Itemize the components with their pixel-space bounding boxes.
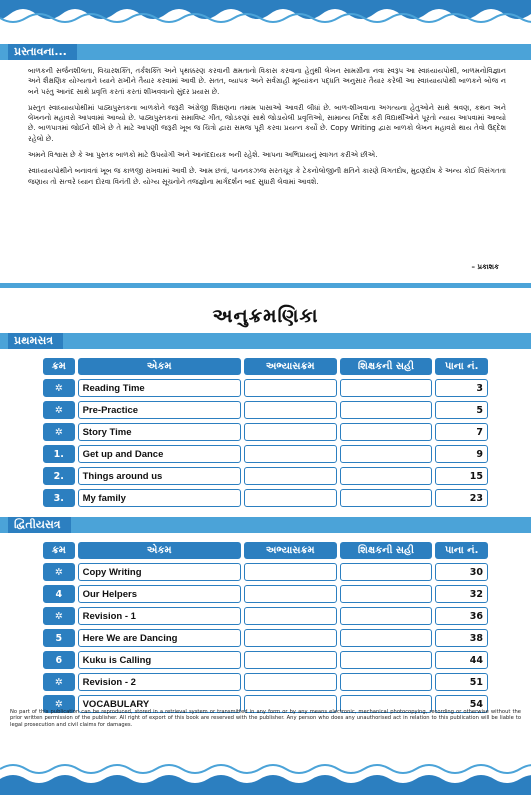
copyright-notice: No part of this publication can be reproduced, stored in a retrieval system or transmitted in any form or by any means electronic, mechanical photocopying, recording or otherwise without the prior written permission of the publisher. All right of export of this book are reserved with the publisher. Any person who does any unauthorised act in relation to this publication will be liable to legal prosecution and civil claims for damages. [10, 709, 521, 728]
row-unit: Story Time [78, 423, 241, 441]
row-unit: Pre-Practice [78, 401, 241, 419]
header-unit: એકમ [78, 358, 241, 375]
row-syllabus-cell [244, 673, 337, 691]
row-teacher-sign-cell [340, 629, 433, 647]
row-unit: VOCABULARY [78, 695, 241, 713]
table-row [43, 423, 488, 441]
table-header-row [43, 542, 488, 559]
row-page: 54 [435, 695, 488, 713]
table-row [43, 585, 488, 603]
table-row [43, 401, 488, 419]
row-page: 9 [435, 445, 488, 463]
row-page: 36 [435, 607, 488, 625]
header-page: પાના નં. [435, 542, 488, 559]
row-unit: Revision - 1 [78, 607, 241, 625]
row-unit: My family [78, 489, 241, 507]
row-page: 5 [435, 401, 488, 419]
row-teacher-sign-cell [340, 467, 433, 485]
row-number: 3. [43, 489, 75, 507]
table-row [43, 445, 488, 463]
row-number: ✲ [43, 379, 75, 397]
table-row [43, 607, 488, 625]
row-page: 51 [435, 673, 488, 691]
top-wave-decoration [0, 0, 531, 30]
row-syllabus-cell [244, 651, 337, 669]
table-row [43, 467, 488, 485]
row-teacher-sign-cell [340, 607, 433, 625]
term1-band [0, 333, 531, 349]
row-teacher-sign-cell [340, 445, 433, 463]
row-syllabus-cell [244, 467, 337, 485]
header-teacher-sign: શિક્ષકની સહી [340, 358, 433, 375]
row-number: ✲ [43, 673, 75, 691]
row-number: ✲ [43, 563, 75, 581]
row-syllabus-cell [244, 563, 337, 581]
intro-text [28, 66, 506, 193]
row-teacher-sign-cell [340, 489, 433, 507]
row-unit: Get up and Dance [78, 445, 241, 463]
publisher-signature: – પ્રકાશક [471, 263, 499, 271]
row-number: 5 [43, 629, 75, 647]
row-number: 1. [43, 445, 75, 463]
row-syllabus-cell [244, 401, 337, 419]
row-page: 23 [435, 489, 488, 507]
row-teacher-sign-cell [340, 379, 433, 397]
row-number: ✲ [43, 607, 75, 625]
header-unit: એકમ [78, 542, 241, 559]
intro-paragraph: સ્વાધ્યાયપોથીને બનાવતાં ખૂબ જ કાળજી રાખવામાં આવી છે. આમ છતાં, પાનનકઝજ સરતચૂક કે ટેકનોલોજીની ક્ષતિને કારણે વિગતદોષ, મુદ્રણદોષ કે અન્ય કોઈ વિસંગતતા જણાય તો સત્વરે ધ્યાન દોરવા વિનંતી છે. યોગ્ય સૂચનોને તજજ્ઞોના માર્ગદર્શન બાદ સુધારી લેવામાં આવશે. [28, 167, 506, 186]
row-page: 44 [435, 651, 488, 669]
intro-paragraph: પ્રસ્તુત સ્વાધ્યાયપોથીમાં પાઠ્યપુસ્તકના બાળકોને જરૂરી અંગ્રેજી શિક્ષણના તમામ પાસાઓ આવરી લીધાં છે. બાળ-શીખવાના અગત્યના હેતુઓને સાથે શ્રવણ, કથન અને લેખનનો મહાવરો આપવામાં આવ્યો છે. પાઠ્યપુસ્તકનાં સમાવિષ્ટ ગીત, જોડકણાં સાથે જોડાયેલી પ્રવૃત્તિઓ, સામાન્ય નિર્દેશ કરી વિદ્યાર્થીઓને પૂરતો ન્યાય આપવામાં આવ્યો છે. બાળપાત્રમાં જોઈને શીખે છે તે માટે આપણી જરૂરી ખૂબ જ ચિત્રો દ્વારા સમજ પૂરી કરવા પ્રયત્ન કર્યો છે. Copy Writing દ્વારા બાળકો લેખન મહાવરો થાય તેવો ઉદ્દેશ રહેલો છે. [28, 103, 506, 143]
row-syllabus-cell [244, 379, 337, 397]
intro-heading-band [0, 44, 531, 60]
intro-paragraph: અમને વિશ્વાસ છે કે આ પુસ્તક બાળકો માટે ઉપયોગી અને આનંદદાયક બની રહેશે. આપના અભિપ્રાયનું સ્વાગત કરીએ છીએ. [28, 151, 378, 160]
term2-label: દ્વિતીયસત્ર [8, 517, 71, 533]
header-page: પાના નં. [435, 358, 488, 375]
header-syllabus: અભ્યાસક્રમ [244, 358, 337, 375]
row-number: 2. [43, 467, 75, 485]
row-syllabus-cell [244, 607, 337, 625]
row-syllabus-cell [244, 423, 337, 441]
table-row [43, 629, 488, 647]
row-unit: Kuku is Calling [78, 651, 241, 669]
row-syllabus-cell [244, 585, 337, 603]
row-page: 30 [435, 563, 488, 581]
table-row [43, 651, 488, 669]
toc-title: અનુક્રમણિકા [212, 305, 319, 327]
row-syllabus-cell [244, 629, 337, 647]
row-unit: Copy Writing [78, 563, 241, 581]
header-num: ક્રમ [43, 542, 75, 559]
row-page: 3 [435, 379, 488, 397]
row-syllabus-cell [244, 445, 337, 463]
section-divider [0, 283, 531, 288]
row-number: 4 [43, 585, 75, 603]
intro-heading: પ્રસ્તાવના... [8, 44, 77, 60]
row-page: 7 [435, 423, 488, 441]
row-unit: Here We are Dancing [78, 629, 241, 647]
row-page: 15 [435, 467, 488, 485]
table-row [43, 489, 488, 507]
row-unit: Our Helpers [78, 585, 241, 603]
row-teacher-sign-cell [340, 563, 433, 581]
row-syllabus-cell [244, 489, 337, 507]
row-page: 38 [435, 629, 488, 647]
row-unit: Things around us [78, 467, 241, 485]
table-row [43, 673, 488, 691]
intro-paragraph: બાળકની સર્જનશીલતા, વિચારશક્તિ, તર્કશક્તિ અને પૃથક્કરણ કરવાની ક્ષમતાનો વિકાસ કરવાના હેતુથી લેખન સામગ્રીના નવા સ્વરૂપ આ સ્વાધ્યાયપોથી, બાળમનોવિજ્ઞાન અને શૈક્ષણિક યોગ્યતાને ધ્યાને રાખીને તૈયાર કરવામાં આવી છે. સતત, વ્યાપક અને સર્વગ્રાહી મૂલ્યાંકન પદ્ધતિ અનુસાર તૈયાર કરેલી આ સ્વાધ્યાયપોથી બાળકને બોજ ન બને પરંતુ આનંદ સાથે પ્રવૃત્તિ કરતાં કરતાં શીખવવાનો સુંદર પ્રયાસ છે. [28, 67, 506, 96]
term2-band [0, 517, 531, 533]
table-row [43, 563, 488, 581]
table-header-row [43, 358, 488, 375]
row-teacher-sign-cell [340, 401, 433, 419]
table-row [43, 379, 488, 397]
term2-table [40, 538, 491, 717]
row-page: 32 [435, 585, 488, 603]
row-number: ✲ [43, 423, 75, 441]
row-unit: Reading Time [78, 379, 241, 397]
row-number: ✲ [43, 695, 75, 713]
row-teacher-sign-cell [340, 651, 433, 669]
header-syllabus: અભ્યાસક્રમ [244, 542, 337, 559]
row-teacher-sign-cell [340, 673, 433, 691]
row-teacher-sign-cell [340, 585, 433, 603]
header-teacher-sign: શિક્ષકની સહી [340, 542, 433, 559]
row-number: 6 [43, 651, 75, 669]
row-number: ✲ [43, 401, 75, 419]
term1-table [40, 354, 491, 511]
bottom-wave-decoration [0, 757, 531, 795]
header-num: ક્રમ [43, 358, 75, 375]
row-teacher-sign-cell [340, 423, 433, 441]
term1-label: પ્રથમસત્ર [8, 333, 63, 349]
row-unit: Revision - 2 [78, 673, 241, 691]
